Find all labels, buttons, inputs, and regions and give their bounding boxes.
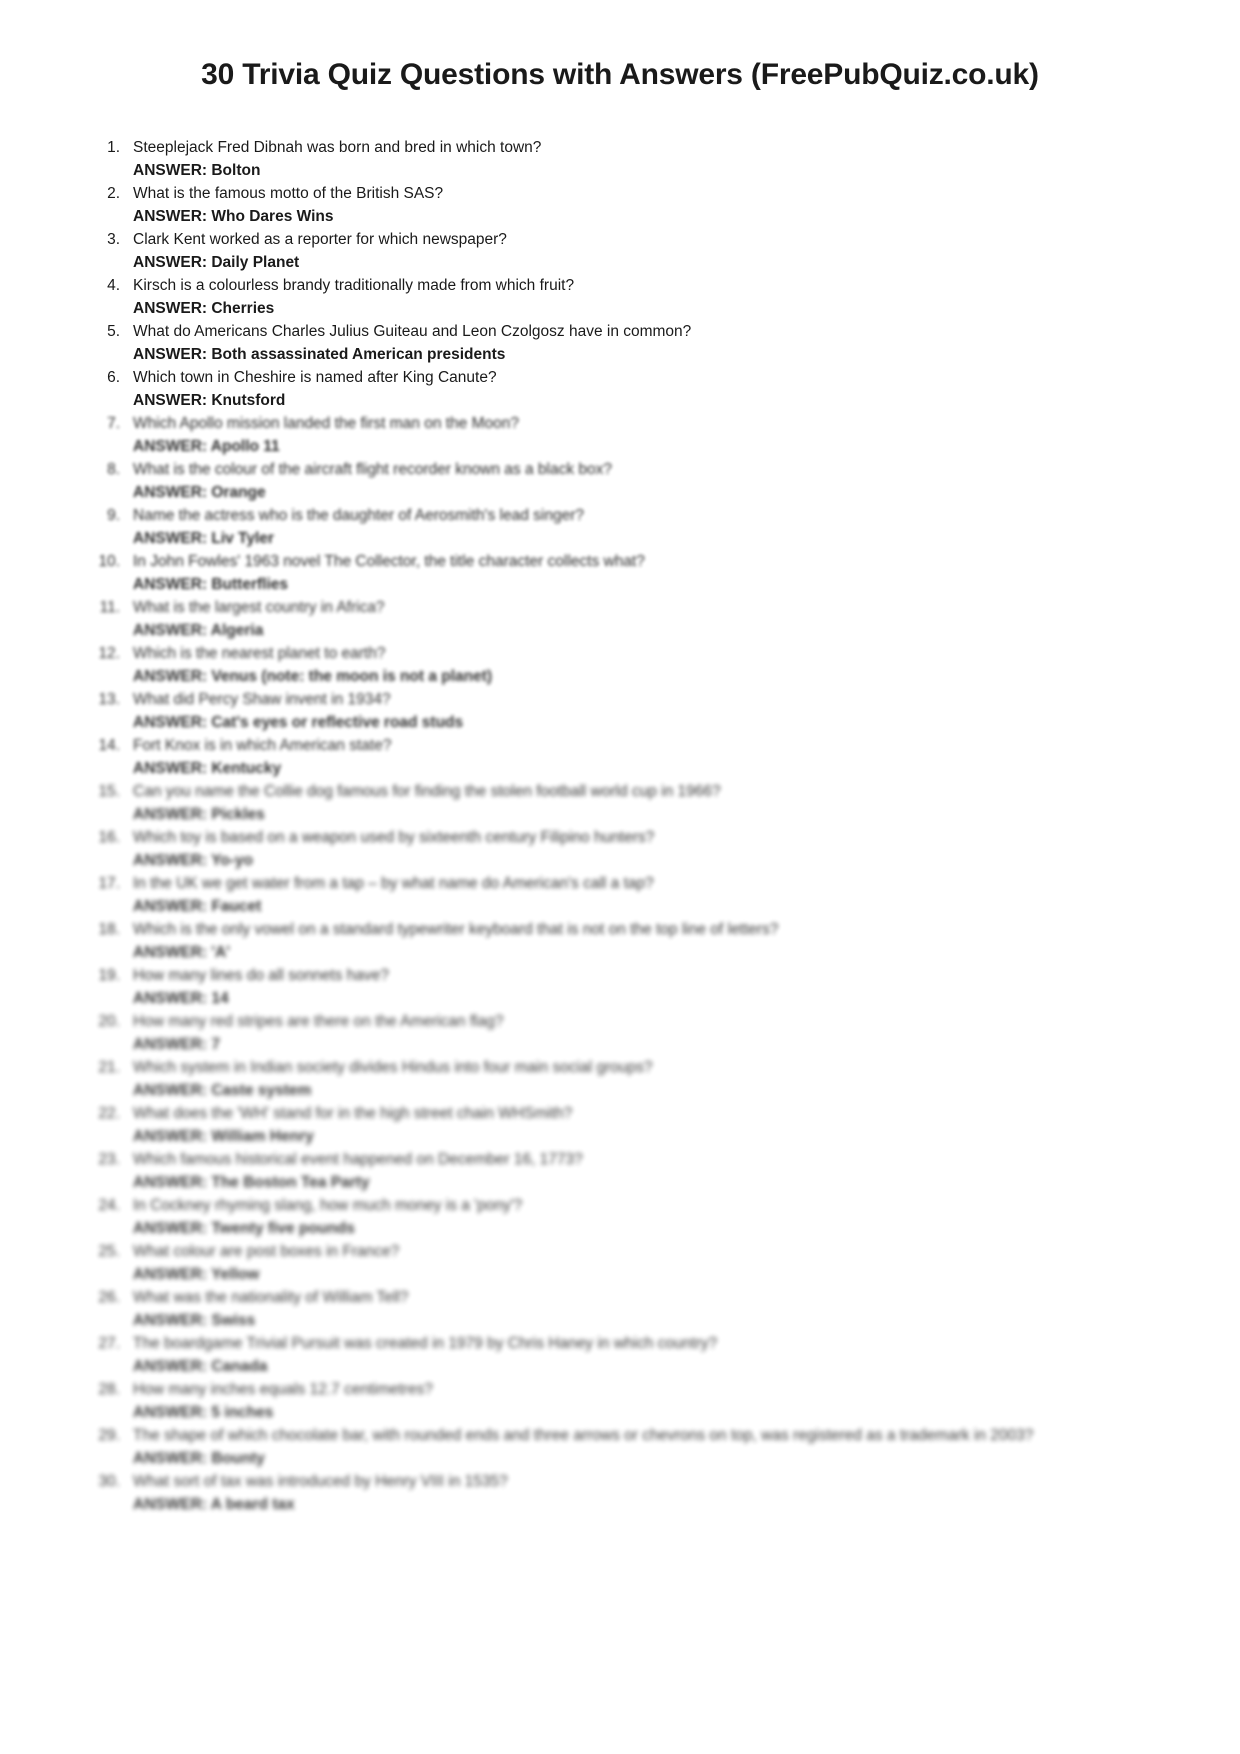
list-item	[90, 826, 1150, 872]
list-item	[90, 780, 1150, 826]
list-item	[90, 1286, 1150, 1332]
list-item	[90, 1148, 1150, 1194]
answer-text: ANSWER: Yo-yo	[133, 852, 253, 869]
question-text: Which Apollo mission landed the first man on the Moon?	[133, 415, 519, 432]
question-text: The shape of which chocolate bar, with rounded ends and three arrows or chevrons on top, was registered as a trademark in 2003?	[133, 1427, 1034, 1444]
answer-text: ANSWER: 14	[133, 990, 229, 1007]
question-text: What do Americans Charles Julius Guiteau and Leon Czolgosz have in common?	[133, 323, 692, 340]
question-text: Clark Kent worked as a reporter for which newspaper?	[133, 231, 507, 248]
answer-text: ANSWER: Who Dares Wins	[133, 208, 334, 225]
answer-text: ANSWER: Algeria	[133, 622, 264, 639]
list-item	[90, 1424, 1150, 1470]
list-item	[90, 1194, 1150, 1240]
question-text: What did Percy Shaw invent in 1934?	[133, 691, 391, 708]
list-item	[90, 1010, 1150, 1056]
answer-text: ANSWER: Venus (note: the moon is not a planet)	[133, 668, 493, 685]
list-item	[90, 504, 1150, 550]
question-text: In Cockney rhyming slang, how much money is a 'pony'?	[133, 1197, 523, 1214]
answer-text: ANSWER: Swiss	[133, 1312, 256, 1329]
answer-text: ANSWER: Cherries	[133, 300, 275, 317]
answer-text: ANSWER: William Henry	[133, 1128, 314, 1145]
question-text: Which toy is based on a weapon used by sixteenth century Filipino hunters?	[133, 829, 655, 846]
answer-text: ANSWER: Apollo 11	[133, 438, 280, 455]
question-text: In John Fowles' 1963 novel The Collector, the title character collects what?	[133, 553, 645, 570]
question-text: What colour are post boxes in France?	[133, 1243, 400, 1260]
question-text: The boardgame Trivial Pursuit was created in 1979 by Chris Haney in which country?	[133, 1335, 718, 1352]
answer-text: ANSWER: Orange	[133, 484, 266, 501]
answer-text: ANSWER: The Boston Tea Party	[133, 1174, 370, 1191]
question-text: Which is the nearest planet to earth?	[133, 645, 386, 662]
list-item	[90, 366, 1150, 412]
question-text: Name the actress who is the daughter of Aerosmith's lead singer?	[133, 507, 584, 524]
list-item	[90, 182, 1150, 228]
question-text: What is the famous motto of the British SAS?	[133, 185, 444, 202]
question-text: What sort of tax was introduced by Henry VIII in 1535?	[133, 1473, 508, 1490]
question-text: Kirsch is a colourless brandy traditionally made from which fruit?	[133, 277, 575, 294]
answer-text: ANSWER: Kentucky	[133, 760, 282, 777]
page-title: 30 Trivia Quiz Questions with Answers (FreePubQuiz.co.uk)	[201, 58, 1039, 91]
answer-text: ANSWER: 5 inches	[133, 1404, 274, 1421]
question-text: Steeplejack Fred Dibnah was born and bred in which town?	[133, 139, 542, 156]
answer-text: ANSWER: Both assassinated American presidents	[133, 346, 506, 363]
answer-text: ANSWER: Cat's eyes or reflective road studs	[133, 714, 464, 731]
answer-text: ANSWER: Daily Planet	[133, 254, 300, 271]
question-text: In the UK we get water from a tap – by what name do American's call a tap?	[133, 875, 654, 892]
answer-text: ANSWER: Pickles	[133, 806, 265, 823]
list-item	[90, 136, 1150, 182]
answer-text: ANSWER: Canada	[133, 1358, 268, 1375]
list-item	[90, 596, 1150, 642]
question-text: What is the colour of the aircraft flight recorder known as a black box?	[133, 461, 613, 478]
question-text: Which town in Cheshire is named after King Canute?	[133, 369, 497, 386]
list-item	[90, 1056, 1150, 1102]
question-text: Which famous historical event happened on December 16, 1773?	[133, 1151, 583, 1168]
question-text: Fort Knox is in which American state?	[133, 737, 392, 754]
question-text: Can you name the Collie dog famous for finding the stolen football world cup in 1966?	[133, 783, 721, 800]
answer-text: ANSWER: Bolton	[133, 162, 261, 179]
list-item	[90, 642, 1150, 688]
list-item	[90, 918, 1150, 964]
list-item	[90, 320, 1150, 366]
answer-text: ANSWER: Bounty	[133, 1450, 265, 1467]
list-item	[90, 412, 1150, 458]
answer-text: ANSWER: Butterflies	[133, 576, 289, 593]
question-text: How many inches equals 12.7 centimetres?	[133, 1381, 433, 1398]
list-item	[90, 1240, 1150, 1286]
list-item	[90, 550, 1150, 596]
list-item	[90, 1332, 1150, 1378]
question-text: How many lines do all sonnets have?	[133, 967, 389, 984]
answer-text: ANSWER: A beard tax	[133, 1496, 295, 1513]
list-item	[90, 872, 1150, 918]
question-text: What does the 'WH' stand for in the high street chain WHSmith?	[133, 1105, 573, 1122]
list-item	[90, 274, 1150, 320]
answer-text: ANSWER: Caste system	[133, 1082, 312, 1099]
list-item	[90, 964, 1150, 1010]
list-item	[90, 1378, 1150, 1424]
list-item	[90, 228, 1150, 274]
question-text: What was the nationality of William Tell?	[133, 1289, 409, 1306]
question-text: How many red stripes are there on the American flag?	[133, 1013, 504, 1030]
answer-text: ANSWER: Twenty five pounds	[133, 1220, 355, 1237]
question-text: Which is the only vowel on a standard typewriter keyboard that is not on the top line of letters?	[133, 921, 779, 938]
question-text: What is the largest country in Africa?	[133, 599, 385, 616]
answer-text: ANSWER: Knutsford	[133, 392, 286, 409]
answer-text: ANSWER: 7	[133, 1036, 220, 1053]
answer-text: ANSWER: Faucet	[133, 898, 262, 915]
question-text: Which system in Indian society divides Hindus into four main social groups?	[133, 1059, 653, 1076]
list-item	[90, 688, 1150, 734]
answer-text: ANSWER: Yellow	[133, 1266, 260, 1283]
answer-text: ANSWER: Liv Tyler	[133, 530, 274, 547]
list-item	[90, 1470, 1150, 1516]
answer-text: ANSWER: 'A'	[133, 944, 230, 961]
list-item	[90, 458, 1150, 504]
list-item	[90, 1102, 1150, 1148]
list-item	[90, 734, 1150, 780]
quiz-question-list	[90, 136, 1150, 1516]
